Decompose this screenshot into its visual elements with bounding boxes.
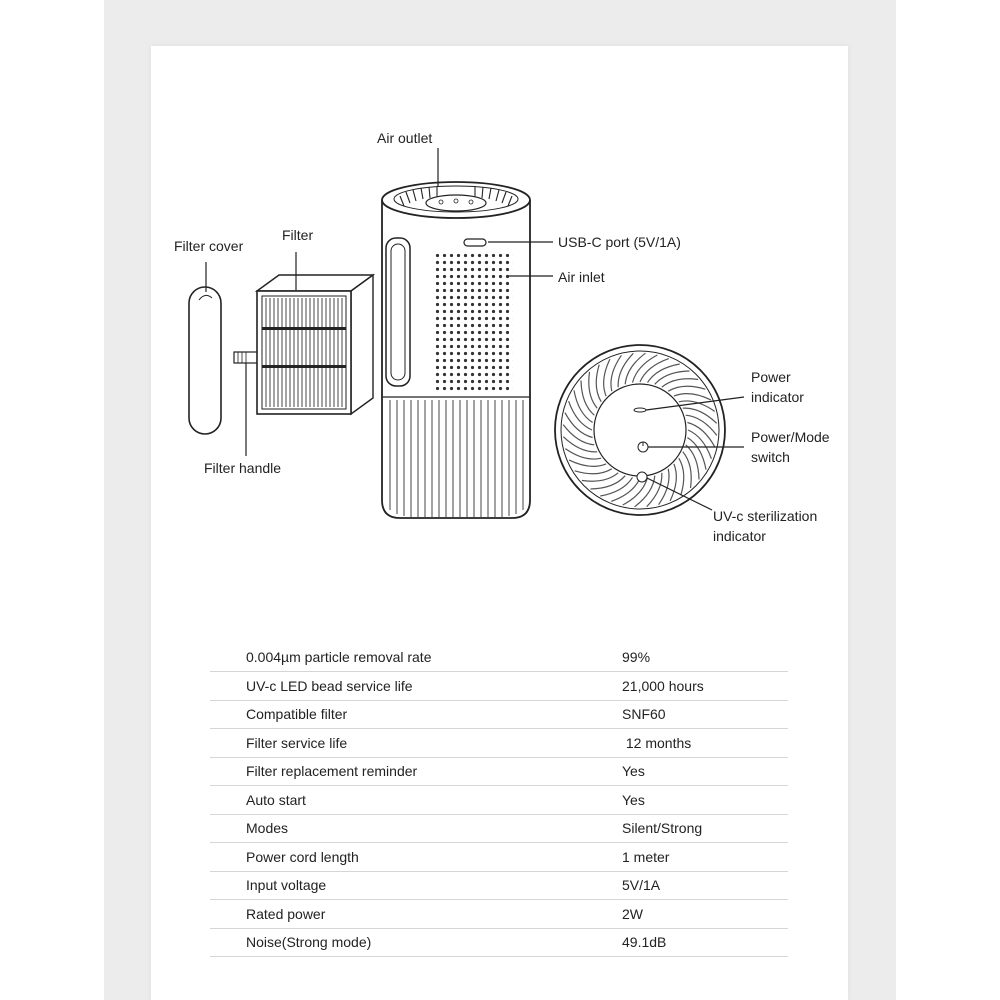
spec-value: 49.1dB	[622, 934, 667, 951]
spec-row	[210, 871, 788, 900]
spec-row	[210, 900, 788, 929]
spec-value: 2W	[622, 905, 643, 922]
spec-value: 1 meter	[622, 848, 670, 865]
label-filter-cover: Filter cover	[174, 238, 244, 254]
spec-name: Modes	[246, 820, 289, 837]
spec-row	[210, 643, 788, 672]
spec-value: 21,000 hours	[622, 677, 704, 694]
label-usb-c-port: USB-C port (5V/1A)	[558, 234, 681, 250]
spec-name: Power cord length	[246, 848, 359, 865]
spec-row	[210, 729, 788, 758]
label-power-indicator: Power indicator	[751, 369, 804, 405]
label-filter-handle: Filter handle	[204, 460, 282, 476]
purifier-drawing	[382, 148, 553, 518]
spec-row	[210, 757, 788, 786]
spec-name: Rated power	[246, 905, 326, 922]
spec-name: Auto start	[246, 791, 306, 808]
filter-drawing	[257, 252, 373, 414]
label-uvc-indicator: UV-c sterilization indicator	[713, 508, 818, 544]
spec-value: 12 months	[622, 734, 692, 751]
spec-name: Filter replacement reminder	[246, 763, 418, 780]
spec-value: Yes	[622, 791, 645, 808]
spec-name: UV-c LED bead service life	[246, 677, 413, 694]
spec-value: 99%	[622, 649, 651, 665]
spec-name: Filter service life	[246, 734, 348, 751]
spec-name: Compatible filter	[246, 706, 348, 723]
spec-value: 5V/1A	[622, 877, 661, 894]
spec-name: Noise(Strong mode)	[246, 934, 372, 951]
spec-row	[210, 928, 788, 957]
spec-table	[210, 643, 788, 957]
label-air-inlet: Air inlet	[558, 269, 605, 285]
spec-row	[210, 786, 788, 815]
spec-row	[210, 843, 788, 872]
filter-handle-drawing	[234, 352, 258, 456]
spec-value: SNF60	[622, 706, 666, 723]
spec-value: Silent/Strong	[622, 820, 703, 837]
spec-name: 0.004µm particle removal rate	[246, 649, 432, 665]
spec-row	[210, 672, 788, 701]
label-air-outlet: Air outlet	[377, 130, 433, 146]
spec-name: Input voltage	[246, 877, 327, 894]
label-filter: Filter	[282, 227, 314, 243]
spec-value: Yes	[622, 763, 645, 780]
spec-row	[210, 700, 788, 729]
label-power-mode-switch: Power/Mode switch	[751, 429, 830, 465]
spec-row	[210, 814, 788, 843]
top-view-drawing	[555, 345, 744, 515]
filter-cover-drawing	[189, 262, 221, 434]
